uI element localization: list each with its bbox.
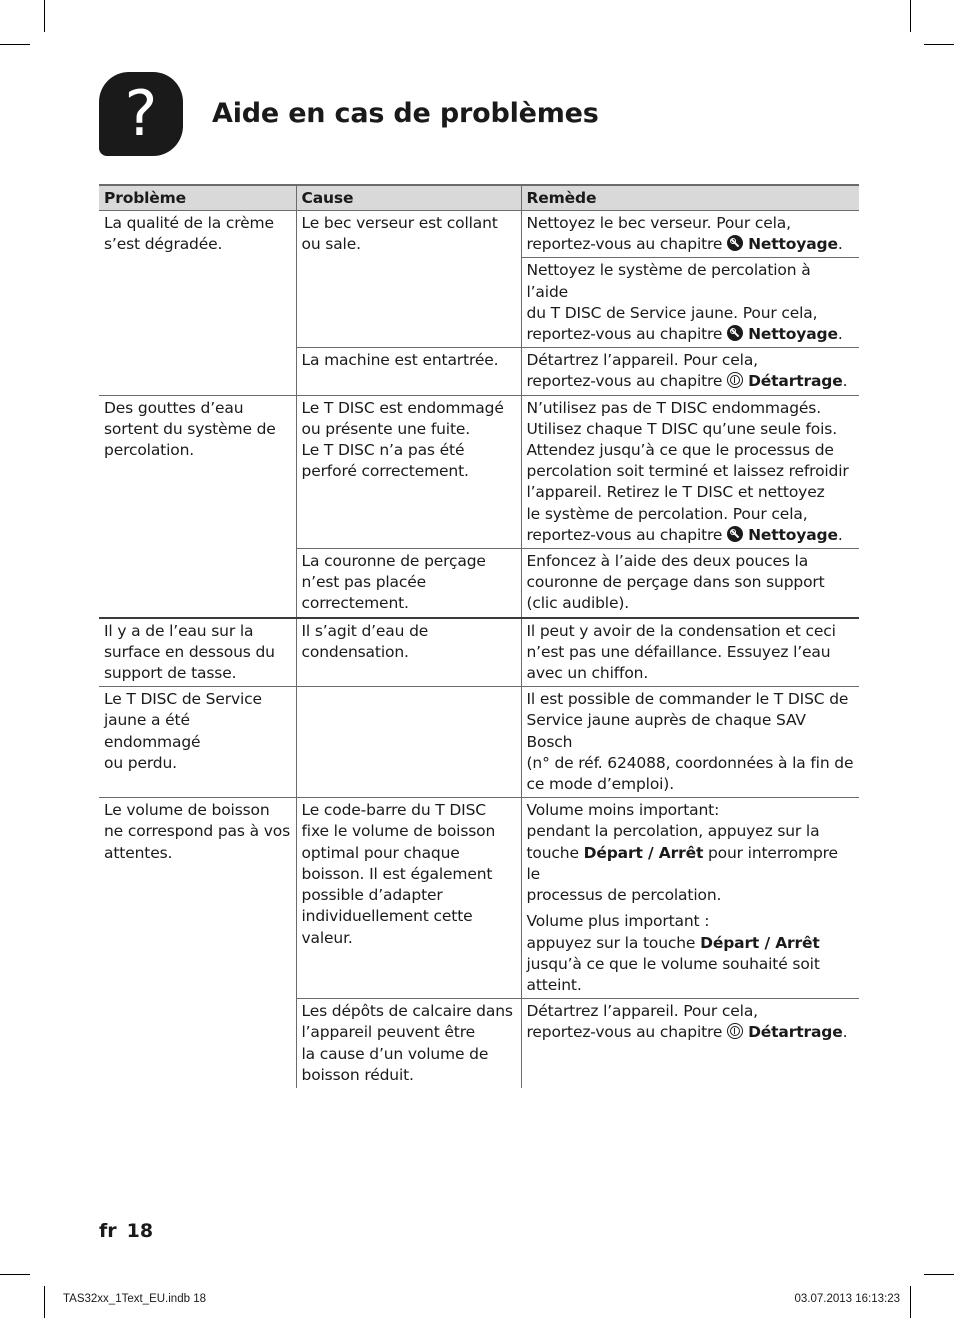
descale-icon	[727, 372, 743, 388]
cause-cell	[296, 687, 521, 798]
chapter-ref-descaling: Détartrage	[748, 372, 843, 391]
crop-mark	[0, 44, 30, 45]
remedy-cell: Volume moins important: pendant la percolation, appuyez sur la touche Départ / Arrêt pour interrompre le processus de percolation. Volume plus important : appuyez sur la touche Départ / Arrêt jusqu’à ce que le volume souhaité soit atteint.	[521, 798, 859, 999]
table-row	[99, 211, 859, 258]
crop-mark	[910, 0, 911, 32]
page-number	[99, 1218, 153, 1244]
table-row	[99, 618, 859, 687]
crop-mark	[924, 44, 954, 45]
page-title: Aide en cas de problèmes	[212, 98, 599, 129]
start-stop-button-label: Départ / Arrêt	[583, 843, 704, 862]
chapter-ref-cleaning: Nettoyage	[748, 325, 838, 344]
column-header-problem: Problème	[99, 185, 296, 211]
question-mark-icon: ?	[99, 72, 183, 156]
cause-cell: Les dépôts de calcaire dans l’appareil peuvent être la cause d’un volume de boisson réduit.	[296, 999, 521, 1088]
table-row	[99, 798, 859, 999]
chapter-ref-cleaning: Nettoyage	[748, 525, 838, 544]
print-slug-file: TAS32xx_1Text_EU.indb 18	[63, 1293, 206, 1305]
column-header-cause: Cause	[296, 185, 521, 211]
problem-cell: Le volume de boisson ne correspond pas à vos attentes.	[99, 798, 296, 1088]
crop-mark	[44, 0, 45, 32]
remedy-cell: Il est possible de commander le T DISC de Service jaune auprès de chaque SAV Bosch (n° de réf. 624088, coordonnées à la fin de ce mode d’emploi).	[521, 687, 859, 798]
chapter-ref-cleaning: Nettoyage	[748, 235, 838, 254]
cause-cell: La couronne de perçage n’est pas placée correctement.	[296, 549, 521, 618]
wrench-icon	[727, 526, 743, 542]
crop-mark	[44, 1286, 45, 1318]
remedy-cell: Nettoyez le bec verseur. Pour cela, reportez-vous au chapitre Nettoyage.	[521, 211, 859, 258]
remedy-cell: Détartrez l’appareil. Pour cela, reportez-vous au chapitre Détartrage.	[521, 348, 859, 395]
table-row	[99, 687, 859, 798]
crop-mark	[910, 1286, 911, 1318]
crop-mark	[924, 1274, 954, 1275]
wrench-icon	[727, 325, 743, 341]
remedy-cell: N’utilisez pas de T DISC endommagés. Utilisez chaque T DISC qu’une seule fois. Attendez jusqu’à ce que le processus de percolation soit terminé et laissez refroidir l’appareil. Retirez le T DISC et nettoyez le système de percolation. Pour cela, reportez-vous au chapitre Nettoyage.	[521, 395, 859, 548]
table-row	[99, 395, 859, 548]
cause-cell: Le bec verseur est collant ou sale.	[296, 211, 521, 348]
table-header-row	[99, 185, 859, 211]
start-stop-button-label: Départ / Arrêt	[700, 933, 820, 952]
cause-cell: La machine est entartrée.	[296, 348, 521, 395]
language-code: fr	[99, 1220, 117, 1242]
remedy-cell: Nettoyez le système de percolation à l’aide du T DISC de Service jaune. Pour cela, reportez-vous au chapitre Nettoyage.	[521, 258, 859, 348]
page-number-value: 18	[126, 1220, 154, 1242]
crop-mark	[0, 1274, 30, 1275]
problem-cell: Des gouttes d’eau sortent du système de percolation.	[99, 395, 296, 618]
print-slug-datetime: 03.07.2013 16:13:23	[794, 1293, 900, 1305]
chapter-ref-descaling: Détartrage	[748, 1023, 843, 1042]
remedy-cell: Détartrez l’appareil. Pour cela, reportez-vous au chapitre Détartrage.	[521, 999, 859, 1088]
cause-cell: Le code-barre du T DISC fixe le volume de boisson optimal pour chaque boisson. Il est également possible d’adapter individuellement cette valeur.	[296, 798, 521, 999]
problem-cell: La qualité de la crème s’est dégradée.	[104, 214, 274, 254]
problem-cell: Le T DISC de Service jaune a été endommagé ou perdu.	[99, 687, 296, 798]
cause-cell: Le T DISC est endommagé ou présente une fuite. Le T DISC n’a pas été perforé correctement.	[296, 395, 521, 548]
cause-cell: Il s’agit d’eau de condensation.	[296, 618, 521, 687]
remedy-cell: Il peut y avoir de la condensation et ceci n’est pas une défaillance. Essuyez l’eau avec un chiffon.	[521, 618, 859, 687]
problem-cell: Il y a de l’eau sur la surface en dessous du support de tasse.	[99, 618, 296, 687]
troubleshooting-table	[99, 184, 859, 1088]
column-header-remedy: Remède	[521, 185, 859, 211]
wrench-icon	[727, 235, 743, 251]
descale-icon	[727, 1023, 743, 1039]
remedy-cell: Enfoncez à l’aide des deux pouces la couronne de perçage dans son support (clic audible).	[521, 549, 859, 618]
